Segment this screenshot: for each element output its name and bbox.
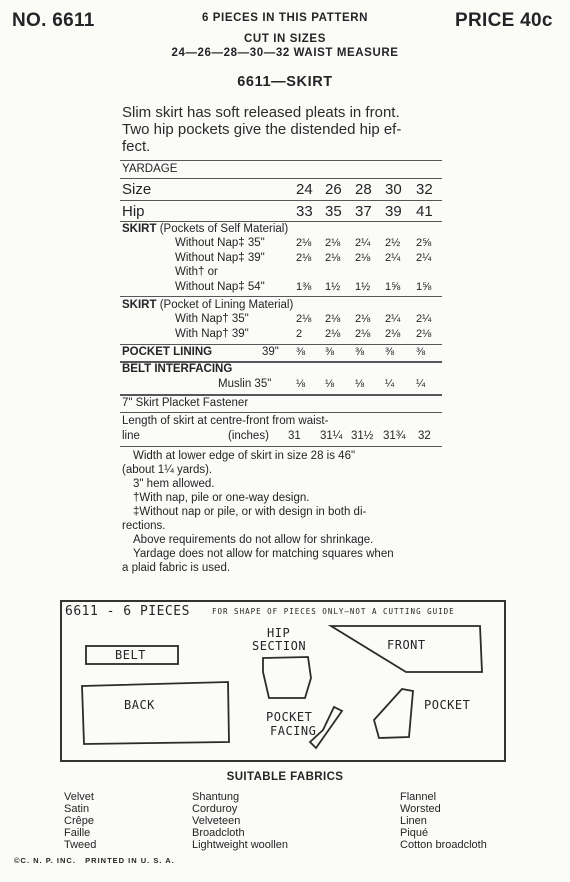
back-label: BACK (124, 698, 155, 712)
fabric-item: Corduroy (192, 803, 238, 815)
pocket-lining-width: 39" (262, 346, 279, 358)
divider (120, 178, 442, 179)
yardage-value: 1⅜ (296, 280, 312, 293)
fabric-item: Crêpe (64, 815, 94, 827)
fabrics-column-2 (192, 791, 288, 851)
cut-in-sizes: CUT IN SIZES (244, 33, 326, 45)
yardage-value: 2⅝ (416, 237, 432, 249)
yardage-value: 1½ (325, 280, 341, 293)
yardage-value: 1½ (355, 280, 371, 293)
divider (120, 160, 442, 161)
yardage-value: 2¼ (416, 251, 432, 264)
pocket-lining-value: ⅜ (296, 346, 306, 358)
skirt-length-value: 31¼ (320, 430, 343, 442)
fabric-item: Linen (400, 815, 427, 827)
hip-value: 35 (325, 203, 342, 220)
yardage-value: 2⅛ (296, 313, 312, 325)
fabric-item: Cotton broadcloth (400, 839, 487, 851)
hip-value: 33 (296, 203, 313, 220)
length-line-2-label: line (122, 430, 140, 442)
skirt-length-value: 31 (288, 430, 301, 442)
diagram-subtitle: FOR SHAPE OF PIECES ONLY—NOT A CUTTING GUIDE (212, 607, 455, 616)
note-without-nap: ‡Without nap or pile, or with design in both di- (133, 506, 367, 518)
yardage-row-label: With† or (175, 266, 218, 278)
description-line-2: Two hip pockets give the distended hip ef- (122, 121, 402, 138)
yardage-value: 2¼ (385, 313, 401, 325)
yardage-row-label: Without Nap‡ 35" (175, 237, 265, 249)
section-label: SECTION (252, 639, 307, 653)
yardage-title: YARDAGE (122, 163, 178, 175)
yardage-value: 2⅛ (355, 313, 371, 325)
belt-interfacing-value: ⅛ (325, 378, 335, 390)
yardage-value: 2½ (385, 237, 401, 249)
pocket-lining-value: ⅜ (416, 346, 426, 358)
size-value: 26 (325, 181, 342, 198)
diagram-title: 6611 - 6 PIECES (65, 604, 190, 619)
hip-label: Hip (122, 203, 145, 220)
skirt-lining-heading: SKIRT (Pocket of Lining Material) (122, 299, 294, 311)
note-hem: 3" hem allowed. (133, 478, 215, 490)
pattern-title: 6611—SKIRT (237, 74, 333, 90)
front-label: FRONT (387, 638, 426, 652)
yardage-row-label: With Nap† 35" (175, 313, 249, 325)
fabric-item: Satin (64, 803, 90, 815)
fabric-item: Tweed (64, 839, 97, 851)
description-line-3: fect. (122, 138, 151, 155)
yardage-value: 2 (296, 327, 303, 340)
size-label: Size (122, 181, 152, 198)
fabric-item: Lightweight woollen (192, 839, 289, 851)
pocket-lining-value: ⅜ (355, 346, 365, 358)
belt-interfacing-row-label: Muslin 35" (218, 378, 272, 390)
note-width-cont: (about 1¼ yards). (122, 464, 213, 476)
back-piece (82, 682, 229, 744)
divider (120, 221, 442, 222)
yardage-value: 1⅝ (416, 280, 432, 293)
yardage-value: 2⅛ (296, 237, 312, 249)
fabrics-title: SUITABLE FABRICS (226, 771, 344, 783)
fabric-item: Velveteen (192, 815, 241, 827)
yardage-value: 2¼ (385, 251, 401, 264)
fabric-item: Piqué (400, 827, 429, 839)
fabric-item: Worsted (400, 803, 441, 815)
fabric-item: Flannel (400, 791, 437, 803)
note-with-nap: †With nap, pile or one-way design. (133, 492, 310, 504)
pocket-lining-value: ⅜ (325, 346, 335, 358)
hip-section-piece (263, 657, 311, 698)
placket-fastener: 7" Skirt Placket Fastener (122, 397, 249, 409)
length-line-1: Length of skirt at centre-front from waist- (122, 415, 329, 427)
fabrics-column-1 (64, 791, 96, 851)
yardage-value: 2⅛ (325, 237, 341, 249)
belt-label: BELT (115, 648, 146, 662)
pattern-number: NO. 6611 (12, 10, 95, 31)
divider (120, 200, 442, 201)
belt-interfacing-label: BELT INTERFACING (122, 363, 233, 375)
pattern-pieces-diagram (60, 600, 506, 762)
yardage-value: 1⅝ (385, 280, 401, 293)
fabrics-column-3 (400, 791, 487, 851)
divider (120, 344, 442, 345)
pocket-lining-label: POCKET LINING (122, 346, 213, 358)
fabric-item: Broadcloth (192, 827, 245, 839)
divider (120, 296, 442, 297)
belt-interfacing-value: ¼ (416, 378, 426, 390)
yardage-value: 2¼ (416, 313, 432, 325)
waist-sizes: 24—26—28—30—32 WAIST MEASURE (171, 47, 399, 59)
yardage-value: 2⅛ (325, 251, 341, 264)
pocket-lining-value: ⅜ (385, 346, 395, 358)
yardage-value: 2⅛ (325, 313, 341, 325)
belt-interfacing-value: ⅛ (355, 378, 365, 390)
size-value: 30 (385, 181, 402, 198)
yardage-row-label: Without Nap‡ 39" (175, 251, 265, 264)
yardage-value: 2⅛ (416, 327, 432, 340)
note-plaid-cont: a plaid fabric is used. (122, 562, 231, 574)
yardage-row-label: With Nap† 39" (175, 327, 249, 340)
note-width: Width at lower edge of skirt in size 28 is 46" (133, 450, 356, 462)
hip-value: 41 (416, 203, 433, 220)
belt-interfacing-value: ⅛ (296, 378, 306, 390)
size-value: 24 (296, 181, 313, 198)
pocket-label: POCKET (424, 698, 471, 712)
yardage-value: 2⅛ (355, 327, 371, 340)
divider (120, 394, 442, 396)
skirt-self-heading: SKIRT (Pockets of Self Material) (122, 223, 289, 235)
fabric-item: Shantung (192, 791, 240, 803)
skirt-length-value: 32 (418, 430, 431, 442)
fabric-item: Velvet (64, 791, 94, 803)
pocket-facing-label-1: POCKET (266, 710, 313, 724)
size-value: 28 (355, 181, 372, 198)
belt-interfacing-value: ¼ (385, 378, 395, 390)
skirt-length-value: 31½ (351, 430, 374, 442)
note-shrinkage: Above requirements do not allow for shrinkage. (133, 534, 374, 546)
fabric-item: Faille (64, 827, 91, 839)
hip-value: 37 (355, 203, 372, 220)
length-unit: (inches) (228, 430, 269, 442)
description-line-1: Slim skirt has soft released pleats in front. (122, 104, 400, 121)
copyright-footer: ©C. N. P. INC. PRINTED IN U. S. A. (14, 856, 175, 865)
note-without-nap-cont: rections. (122, 520, 166, 532)
skirt-length-value: 31¾ (383, 430, 406, 442)
yardage-value: 2⅛ (385, 327, 401, 340)
pieces-count: 6 PIECES IN THIS PATTERN (201, 12, 369, 24)
divider (120, 446, 442, 447)
size-value: 32 (416, 181, 433, 198)
price: PRICE 40c (455, 10, 553, 31)
yardage-value: 2¼ (355, 237, 371, 249)
pocket-facing-label-2: FACING (270, 724, 317, 738)
divider (120, 412, 442, 413)
yardage-value: 2⅛ (355, 251, 371, 264)
yardage-value: 2⅛ (296, 251, 312, 264)
hip-value: 39 (385, 203, 402, 220)
note-plaid: Yardage does not allow for matching squares when (133, 548, 394, 560)
yardage-row-label: Without Nap‡ 54" (175, 280, 265, 293)
hip-label: HIP (267, 626, 291, 640)
yardage-value: 2⅛ (325, 327, 341, 340)
pocket-piece (374, 689, 413, 738)
